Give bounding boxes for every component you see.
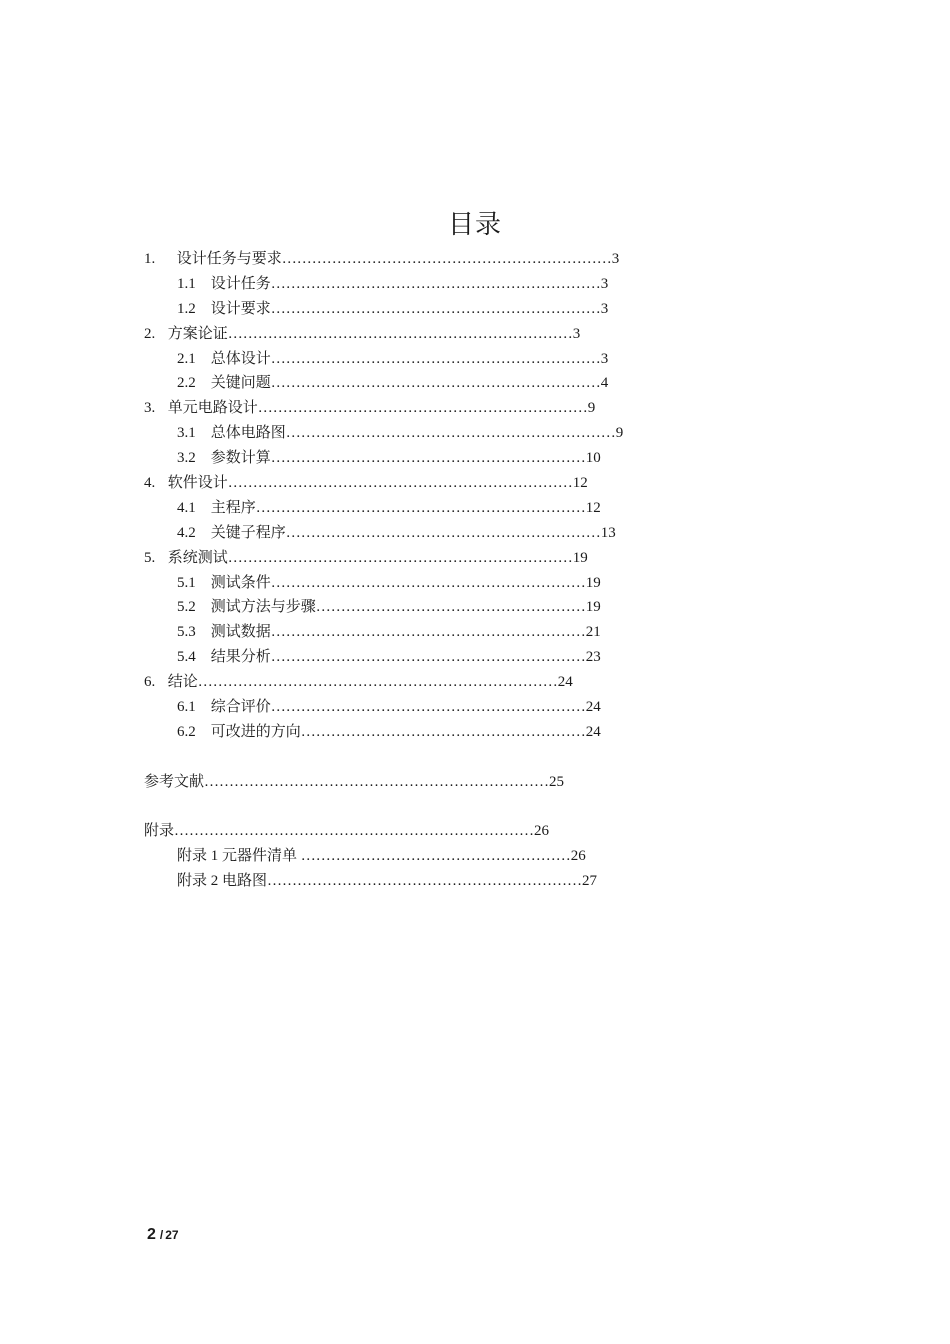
toc-page-number: 24 — [585, 699, 601, 716]
toc-entry-title: 系统测试 — [167, 549, 228, 566]
toc-page-number: 3 — [600, 350, 609, 367]
toc-entry-title: 软件设计 — [167, 475, 228, 492]
toc-entry-title: 结果分析 — [210, 649, 271, 666]
toc-entry-title: 测试条件 — [210, 574, 271, 591]
toc-page-number: 19 — [585, 574, 601, 591]
toc-page-number: 9 — [615, 425, 624, 442]
toc-entry-title: 参数计算 — [210, 450, 271, 467]
total-page-count: 27 — [165, 1228, 179, 1242]
toc-leader-dots: …………………………………………………………… — [227, 549, 573, 566]
toc-page-number: 26 — [570, 848, 586, 865]
toc-leader-dots: ………………………………………………………… — [270, 275, 601, 292]
toc-entry-title: 设计任务 — [210, 275, 271, 292]
toc-page-number: 3 — [572, 325, 581, 342]
toc-entry-title: 测试方法与步骤 — [210, 599, 316, 616]
toc-entry[interactable] — [144, 297, 704, 322]
toc-entry-title: 关键问题 — [210, 375, 271, 392]
toc-entry-number: 3.2 — [177, 450, 196, 467]
toc-leader-dots: ……………………………………………………… — [270, 649, 586, 666]
toc-entry-title: 方案论证 — [167, 325, 228, 342]
toc-page-number: 13 — [600, 524, 616, 541]
toc-entry[interactable] — [144, 595, 704, 620]
toc-entry[interactable] — [144, 371, 704, 396]
toc-entry[interactable] — [144, 347, 704, 372]
toc-leader-dots: ………………………………………………………… — [285, 425, 616, 442]
toc-entry-number: 4.1 — [177, 499, 196, 516]
toc-leader-dots: ………………………………………………………… — [270, 375, 601, 392]
toc-entry[interactable] — [144, 819, 704, 844]
toc-entry-title: 可改进的方向 — [210, 723, 301, 740]
toc-leader-dots: ………………………………………………………… — [281, 251, 612, 267]
toc-page-number: 12 — [572, 475, 588, 492]
toc-leader-dots: ………………………………………………………… — [257, 400, 588, 417]
toc-leader-dots: ……………………………………………………… — [285, 524, 601, 541]
toc-entry-number: 6. — [144, 674, 156, 691]
toc-entry[interactable] — [144, 620, 704, 645]
toc-entry-number: 5.3 — [177, 624, 196, 641]
toc-entry-number: 1.1 — [177, 275, 196, 292]
toc-entry-number: 1.2 — [177, 300, 196, 317]
toc-leader-dots: ……………………………………………………………… — [174, 823, 535, 840]
toc-entry-number: 2.1 — [177, 350, 196, 367]
toc-entry[interactable] — [144, 844, 704, 869]
toc-entry[interactable] — [144, 421, 704, 446]
toc-page-number: 4 — [600, 375, 609, 392]
toc-entry-title: 设计要求 — [210, 300, 271, 317]
toc-page-number: 24 — [557, 674, 573, 691]
toc-entry-number: 5.2 — [177, 599, 196, 616]
toc-page-number: 3 — [600, 275, 609, 292]
table-of-contents — [144, 247, 704, 894]
toc-entry-title: 关键子程序 — [210, 524, 286, 541]
toc-leader-dots: ………………………………………………………… — [270, 300, 601, 317]
toc-entry[interactable] — [144, 571, 704, 596]
toc-entry-title: 总体设计 — [210, 350, 271, 367]
toc-leader-dots: ……………………………………………………… — [270, 450, 586, 467]
toc-entry-title: 设计任务与要求 — [176, 251, 282, 267]
toc-entry[interactable] — [144, 770, 704, 795]
toc-leader-dots: ……………………………………………………… — [270, 574, 586, 591]
toc-entry-title: 附录 1 元器件清单 — [177, 848, 301, 865]
toc-entry-number: 6.1 — [177, 699, 196, 716]
toc-leader-dots: ……………………………………………………………… — [197, 674, 558, 691]
toc-leader-dots: …………………………………………………………… — [204, 773, 550, 790]
toc-leader-dots: ………………………………………………… — [300, 723, 586, 740]
toc-entry-number: 5.4 — [177, 649, 196, 666]
toc-entry-number: 4.2 — [177, 524, 196, 541]
toc-entry[interactable] — [144, 446, 704, 471]
toc-page-number: 3 — [600, 300, 609, 317]
toc-page-number: 25 — [549, 773, 565, 790]
toc-entry-number: 1. — [144, 251, 156, 267]
toc-page-number: 21 — [585, 624, 601, 641]
toc-page-number: 19 — [572, 549, 588, 566]
toc-entry[interactable] — [144, 546, 704, 571]
toc-page-number: 10 — [585, 450, 601, 467]
toc-entry-number: 2.2 — [177, 375, 196, 392]
toc-page-number: 3 — [611, 251, 620, 267]
page-number — [147, 1226, 179, 1244]
toc-entry-title: 结论 — [167, 674, 198, 691]
page-number-separator: / — [159, 1228, 164, 1242]
current-page-number: 2 — [147, 1226, 156, 1243]
toc-entry-number: 5.1 — [177, 574, 196, 591]
toc-page-number: 12 — [585, 499, 601, 516]
toc-page-number: 24 — [585, 723, 601, 740]
toc-entry-title: 主程序 — [210, 499, 256, 516]
toc-entry-title: 综合评价 — [210, 699, 271, 716]
toc-entry[interactable] — [144, 496, 704, 521]
toc-leader-dots: …………………………………………………………… — [227, 325, 573, 342]
toc-entry-title: 单元电路设计 — [167, 400, 258, 417]
toc-entry-number: 4. — [144, 475, 156, 492]
toc-leader-dots: ………………………………………………………… — [270, 350, 601, 367]
toc-entry[interactable] — [144, 247, 704, 272]
toc-entry[interactable] — [144, 645, 704, 670]
toc-entry-number: 2. — [144, 325, 156, 342]
toc-entry[interactable] — [144, 869, 704, 894]
toc-entry[interactable] — [144, 272, 704, 297]
toc-page-number: 27 — [582, 873, 598, 890]
toc-entry-title: 测试数据 — [210, 624, 271, 641]
toc-entry-title: 附录 — [144, 823, 175, 840]
toc-entry[interactable] — [144, 695, 704, 720]
toc-leader-dots: ………………………………………………………… — [255, 499, 586, 516]
toc-entry[interactable] — [144, 720, 704, 745]
toc-page-number: 23 — [585, 649, 601, 666]
toc-page-number: 26 — [534, 823, 550, 840]
toc-entry-number: 6.2 — [177, 723, 196, 740]
toc-leader-dots: ……………………………………………… — [300, 848, 571, 865]
toc-leader-dots: ……………………………………………… — [315, 599, 586, 616]
toc-title: 目录 — [447, 210, 502, 239]
toc-entry[interactable] — [144, 396, 704, 421]
toc-entry-title: 参考文献 — [144, 773, 205, 790]
toc-entry-title: 附录 2 电路图 — [177, 873, 268, 890]
toc-entry-title: 总体电路图 — [210, 425, 286, 442]
toc-entry-number: 3.1 — [177, 425, 196, 442]
toc-leader-dots: ……………………………………………………… — [270, 624, 586, 641]
toc-leader-dots: …………………………………………………………… — [227, 475, 573, 492]
toc-leader-dots: ……………………………………………………… — [270, 699, 586, 716]
toc-page-number: 9 — [587, 400, 596, 417]
toc-entry[interactable] — [144, 670, 704, 695]
toc-entry-number: 3. — [144, 400, 156, 417]
toc-entry[interactable] — [144, 322, 704, 347]
toc-entry-number: 5. — [144, 549, 156, 566]
toc-leader-dots: ……………………………………………………… — [267, 873, 583, 890]
toc-page-number: 19 — [585, 599, 601, 616]
toc-entry[interactable] — [144, 471, 704, 496]
toc-entry[interactable] — [144, 521, 704, 546]
